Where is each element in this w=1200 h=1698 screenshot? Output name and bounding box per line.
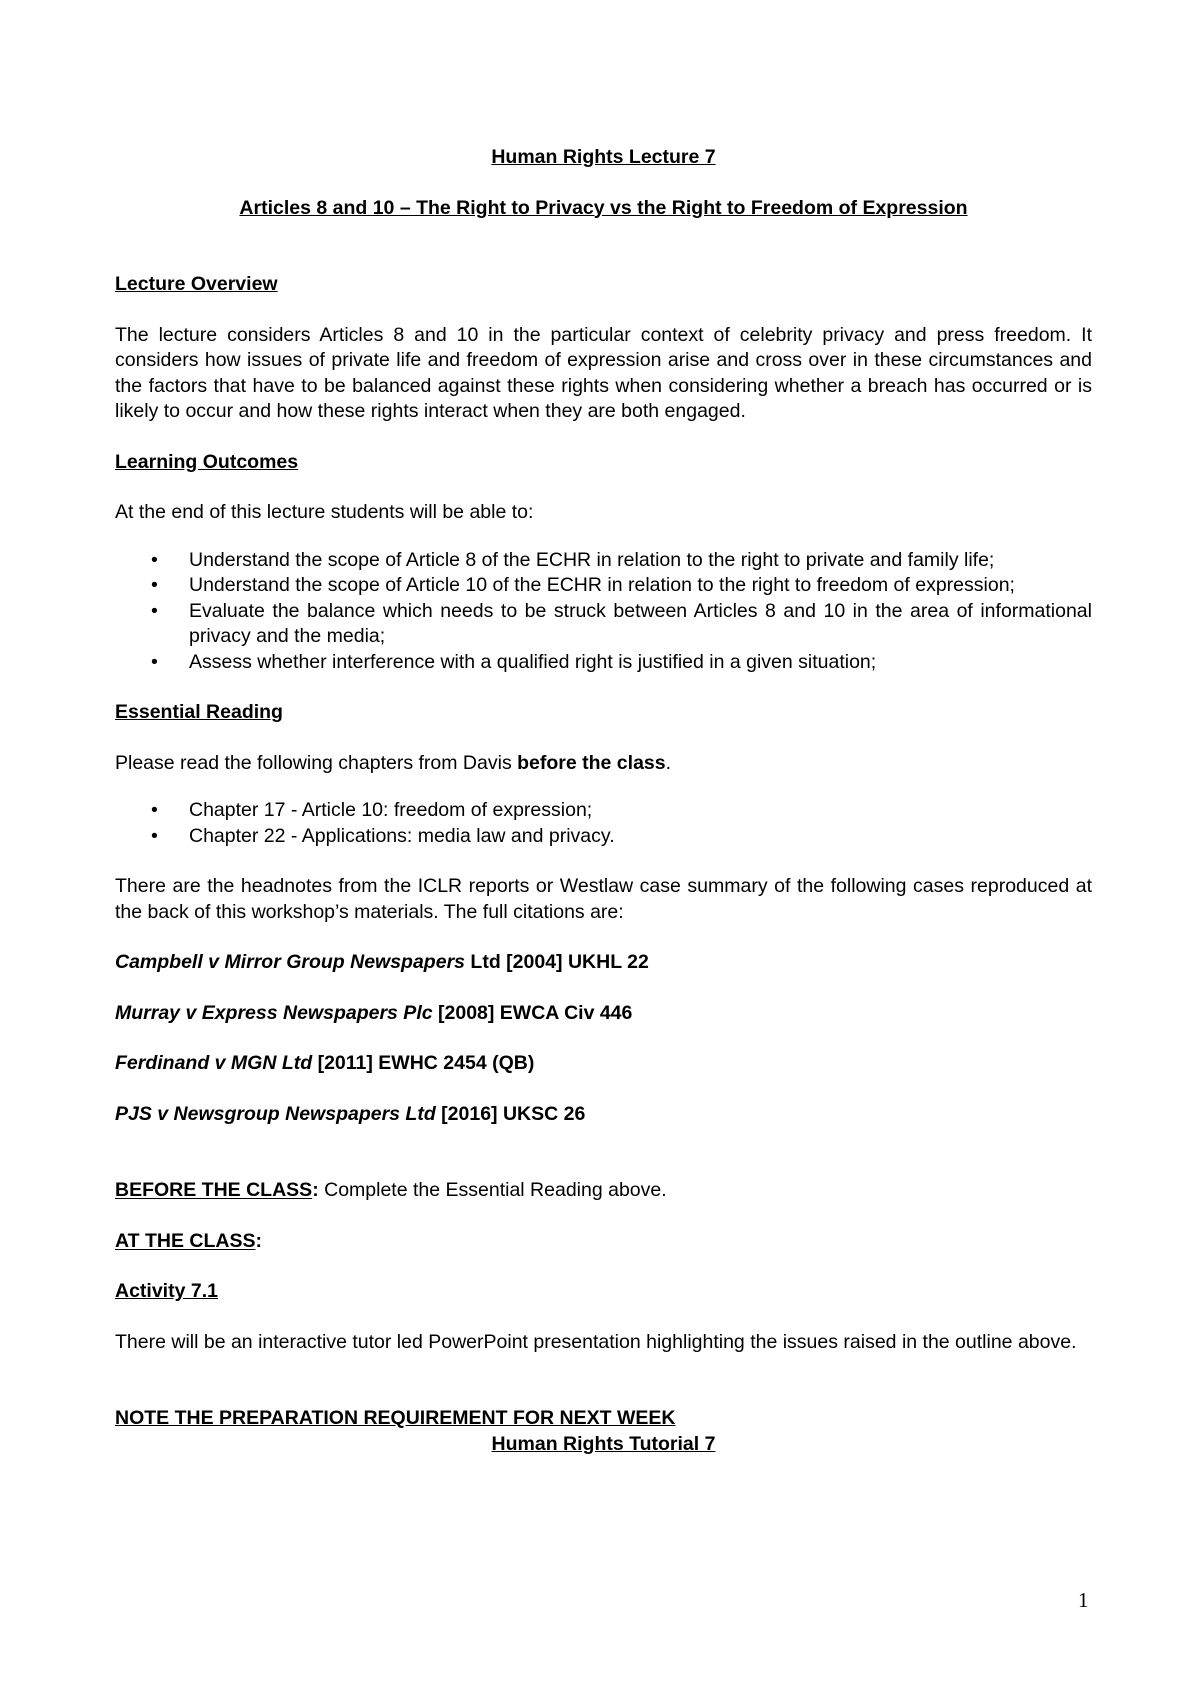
before-class-text: Complete the Essential Reading above. [318, 1179, 667, 1201]
list-item [115, 599, 1092, 650]
case-parties: Campbell v Mirror Group Newspapers [115, 951, 466, 973]
before-class-line [115, 1178, 1092, 1204]
at-class-line [115, 1229, 1092, 1255]
tutorial-title: Human Rights Tutorial 7 [491, 1432, 716, 1455]
case-parties: Ferdinand v MGN Ltd [115, 1052, 313, 1074]
case-reference: Ltd [2004] UKHL 22 [465, 951, 649, 973]
reading-intro-start: Please read the following chapters from Davis [115, 751, 518, 774]
case-reference: [2011] EWHC 2454 (QB) [312, 1052, 535, 1074]
case-citation [115, 1102, 1092, 1128]
activity-text: There will be an interactive tutor led PowerPoint presentation highlighting the issues raised in the outline above. [115, 1330, 1077, 1353]
reading-item-text: Chapter 17 - Article 10: freedom of expression; [189, 799, 593, 821]
reading-intro-end: . [665, 751, 672, 774]
outcomes-intro: At the end of this lecture students will be able to: [115, 501, 534, 523]
list-item [115, 573, 1092, 599]
bullet-icon: • [151, 824, 158, 847]
list-item [115, 824, 1092, 850]
outcomes-heading: Learning Outcomes [115, 450, 299, 473]
bullet-icon: • [151, 650, 158, 673]
at-class-label: AT THE CLASS [115, 1229, 256, 1252]
overview-heading: Lecture Overview [115, 273, 278, 295]
document-body [115, 145, 1092, 1457]
reading-item-text: Chapter 22 - Applications: media law and privacy. [189, 824, 615, 847]
reading-intro-emphasis: before the class [517, 751, 666, 774]
case-citation [115, 1051, 1092, 1077]
document-subtitle: Articles 8 and 10 – The Right to Privacy vs the Right to Freedom of Expression [239, 196, 968, 219]
bullet-icon: • [151, 799, 158, 821]
reading-list [115, 798, 1092, 849]
preparation-note: NOTE THE PREPARATION REQUIREMENT FOR NEXT WEEK [115, 1407, 676, 1429]
case-reference: [2016] UKSC 26 [435, 1102, 586, 1125]
bullet-icon: • [151, 599, 158, 622]
case-parties: PJS v Newsgroup Newspapers Ltd [115, 1102, 436, 1125]
case-reference: [2008] EWCA Civ 446 [432, 1001, 633, 1024]
list-item [115, 650, 1092, 676]
outcome-text: Assess whether interference with a qualified right is justified in a given situation; [189, 650, 877, 673]
outcome-text: Evaluate the balance which needs to be struck between Articles 8 and 10 in the area of informational privacy and the media; [189, 599, 1092, 647]
list-item [115, 798, 1092, 824]
bullet-icon: • [151, 574, 158, 596]
before-class-label: BEFORE THE CLASS [115, 1179, 313, 1201]
case-parties: Murray v Express Newspapers Plc [115, 1001, 433, 1024]
overview-text: The lecture considers Articles 8 and 10 in the particular context of celebrity privacy and press freedom. It considers how issues of private life and freedom of expression arise and cross over in these circumstances and the factors that have to be balanced against these rights when considering whether a breach has occurred or is likely to occur and how these rights interact when they are both engaged. [115, 323, 1092, 422]
case-citation [115, 1001, 1092, 1027]
reading-intro [115, 751, 1092, 777]
reading-heading: Essential Reading [115, 701, 283, 723]
outcome-text: Understand the scope of Article 8 of the ECHR in relation to the right to private and family life; [189, 548, 995, 571]
headnotes-text: There are the headnotes from the ICLR reports or Westlaw case summary of the following cases reproduced at the back of this workshop’s materials. The full citations are: [115, 875, 1092, 923]
outcome-text: Understand the scope of Article 10 of the ECHR in relation to the right to freedom of expression; [189, 574, 1015, 596]
case-citation [115, 950, 1092, 976]
list-item [115, 548, 1092, 574]
activity-heading: Activity 7.1 [115, 1280, 218, 1302]
document-title: Human Rights Lecture 7 [491, 146, 716, 168]
outcomes-list [115, 548, 1092, 676]
bullet-icon: • [151, 548, 158, 571]
before-class-colon: : [312, 1179, 319, 1201]
page-number: 1 [1078, 1588, 1089, 1612]
at-class-colon: : [255, 1229, 262, 1252]
